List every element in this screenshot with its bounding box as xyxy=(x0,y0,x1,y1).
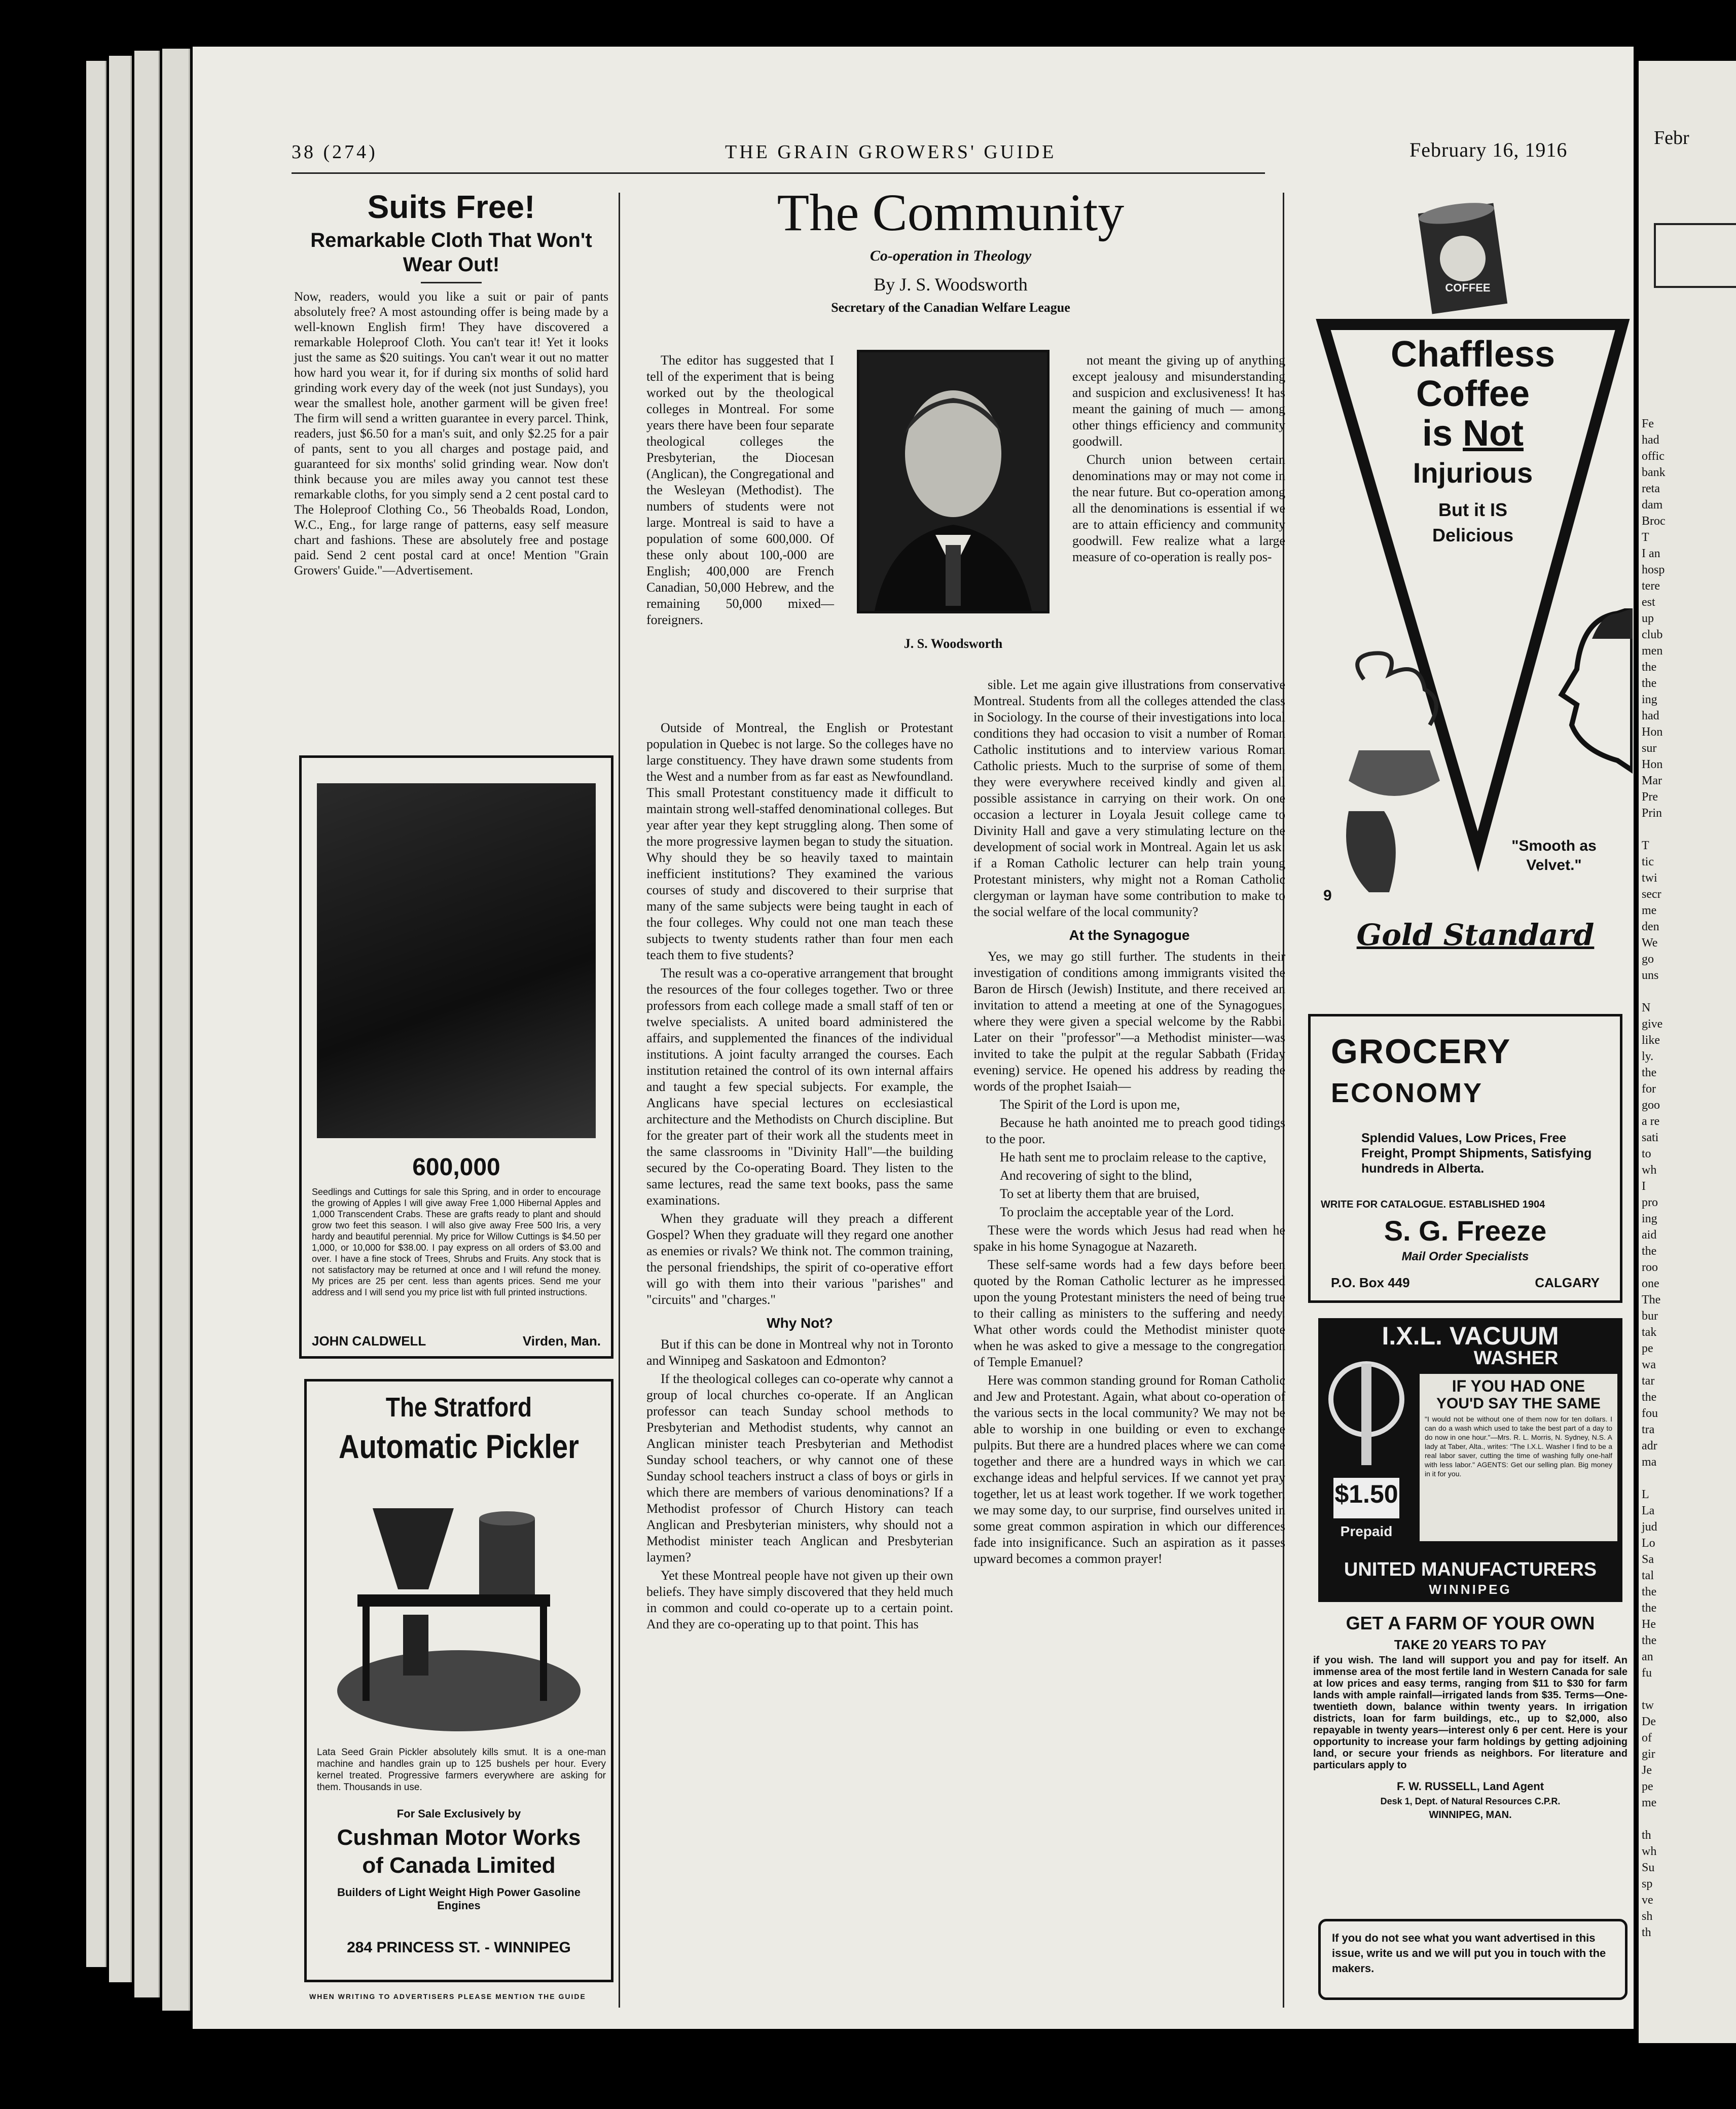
next-page-fragment: I xyxy=(1642,1180,1646,1193)
next-page-fragment: a re xyxy=(1642,1115,1660,1128)
article-title: The Community xyxy=(777,184,1125,242)
farm-subtitle: TAKE 20 YEARS TO PAY xyxy=(1394,1637,1547,1652)
next-page-fragment: We xyxy=(1642,936,1658,950)
next-page-fragment: offic xyxy=(1642,450,1665,463)
next-page-fragment: aid xyxy=(1642,1228,1657,1242)
article-paragraph: Outside of Montreal, the English or Protestant population in Quebec is not large. So the colleges have no large constituency. They have drawn some students from the West and a number from as far east as Newfoundland. This small Protestant constituency made it difficult to maintain strong well-staffed denominational colleges. But year after year they kept struggling along. Then some of the more progressive laymen began to study the situation. Why should they be so heavily taxed to maintain inefficient institutions? They examined the various courses of study and discovered to their surprise that many of the same subjects were being taught in each of the four colleges. Why could not one man teach these subjects to twenty students rather than four men each teach them to five students? xyxy=(646,720,953,962)
section-heading: At the Synagogue xyxy=(1069,927,1190,943)
quotation-line: To proclaim the acceptable year of the Lord. xyxy=(1000,1205,1234,1219)
next-page-fragment: to xyxy=(1642,1147,1651,1160)
quotation-line: And recovering of sight to the blind, xyxy=(1000,1168,1192,1183)
washer-body: "I would not be without one of them now for ten dollars. I can do a wash which used to take the best part of a day to do now in one hour."—Mrs. R. L. Morris, N. Sydney, N.S. A lady at Taber, Alta., writes: "The I.X.L. Washer I find to be a real labor saver, cutting the time of washing fully one-half with less labor." AGENTS: Get our selling plan. Big money in it for you. xyxy=(1425,1415,1612,1478)
next-page-fragment: fu xyxy=(1642,1666,1652,1680)
next-page-fragment: ma xyxy=(1642,1456,1657,1469)
next-page-fragment: est xyxy=(1642,596,1655,609)
coffee-not: Not xyxy=(1463,413,1524,454)
next-page-fragment: tal xyxy=(1642,1569,1654,1582)
next-page-fragment: for xyxy=(1642,1082,1656,1096)
ad-builders: Builders of Light Weight High Power Gasoline Engines xyxy=(337,1886,581,1912)
next-page-fragment: T xyxy=(1642,531,1649,544)
washer-title-line1: I.X.L. VACUUM xyxy=(1382,1322,1559,1350)
next-page-fragment: pro xyxy=(1642,1196,1658,1209)
next-page-fragment: th xyxy=(1642,1926,1651,1939)
next-page-fragment: dam xyxy=(1642,498,1663,512)
article-paragraph: Yet these Montreal people have not given up their own beliefs. They have simply discovered that they held much in common and could co-operate up to a certain point. And they are co-operating up to that point. This has xyxy=(646,1568,953,1631)
next-page-fragment: tra xyxy=(1642,1423,1655,1436)
next-page-fragment: De xyxy=(1642,1715,1656,1728)
next-page-fragment: Fe xyxy=(1642,417,1654,430)
next-page-fragment: up xyxy=(1642,612,1654,625)
next-page-fragment: Su xyxy=(1642,1861,1655,1874)
farm-dept: Desk 1, Dept. of Natural Resources C.P.R. xyxy=(1380,1796,1561,1806)
article-byline-role: Secretary of the Canadian Welfare League xyxy=(831,300,1070,315)
washer-prepaid: Prepaid xyxy=(1340,1523,1393,1539)
next-page-fragment: pe xyxy=(1642,1780,1653,1793)
next-page-fragment: wh xyxy=(1642,1845,1657,1858)
portrait-caption: J. S. Woodsworth xyxy=(903,636,1003,651)
column-rule xyxy=(619,193,620,2008)
washer-company-line1: UNITED MANUFACTURERS xyxy=(1344,1559,1597,1580)
next-page-fragment: had xyxy=(1642,433,1659,447)
grocery-specialists: Mail Order Specialists xyxy=(1401,1250,1529,1263)
article-paragraph: These were the words which Jesus had read when he spake in his home Synagogue at Nazareth. xyxy=(973,1223,1285,1254)
advertiser-note: WHEN WRITING TO ADVERTISERS PLEASE MENTION THE GUIDE xyxy=(309,1992,586,2001)
next-page-fragment: Je xyxy=(1642,1764,1652,1777)
grocery-body: Splendid Values, Low Prices, Free Freight, Prompt Shipments, Satisfying hundreds in Alberta. xyxy=(1361,1131,1592,1176)
next-page-fragment: of xyxy=(1642,1731,1652,1744)
next-page-fragment: men xyxy=(1642,644,1663,658)
ad-ixl-washer xyxy=(1318,1318,1622,1602)
grocery-catalogue: WRITE FOR CATALOGUE. ESTABLISHED 1904 xyxy=(1321,1199,1545,1210)
grocery-city: CALGARY xyxy=(1535,1275,1600,1290)
grocery-title: GROCERY xyxy=(1331,1032,1511,1071)
coffee-line4: Injurious xyxy=(1413,457,1533,489)
notice-body: If you do not see what you want advertised in this issue, write us and we will put you in touch with the makers. xyxy=(1332,1932,1606,1975)
next-page-fragment: ly. xyxy=(1642,1050,1654,1063)
coffee-brand: Gold Standard xyxy=(1356,918,1595,952)
washer-headline-line2: YOU'D SAY THE SAME xyxy=(1436,1395,1601,1412)
next-page-fragment: reta xyxy=(1642,482,1660,495)
next-page-fragment: He xyxy=(1642,1618,1656,1631)
page-edge xyxy=(109,56,132,1982)
ad-town: Virden, Man. xyxy=(522,1333,601,1349)
pickler-machine-icon xyxy=(327,1478,591,1741)
next-page-fragment: wh xyxy=(1642,1163,1657,1177)
next-page-box xyxy=(1654,223,1736,288)
next-page-fragment xyxy=(1642,1811,1736,1827)
next-page-fragment: Mar xyxy=(1642,774,1662,787)
next-page-fragment: wa xyxy=(1642,1358,1656,1371)
article-column-1-top xyxy=(646,352,834,630)
ad-chaffless-coffee xyxy=(1313,193,1633,989)
quotation-line: He hath sent me to proclaim release to the captive, xyxy=(1000,1150,1267,1165)
ad-headline: 600,000 xyxy=(412,1154,500,1181)
ad-suits-free xyxy=(294,188,608,578)
next-page-fragment: the xyxy=(1642,677,1657,690)
ad-title: Suits Free! xyxy=(367,189,535,225)
coffee-slogan: "Smooth as Velvet." xyxy=(1511,838,1597,874)
quotation-line: To set at liberty them that are bruised, xyxy=(1000,1186,1200,1201)
next-page-fragment: an xyxy=(1642,1650,1653,1663)
author-portrait xyxy=(857,350,1050,613)
next-page-fragment: club xyxy=(1642,628,1663,641)
ad-body: Seedlings and Cuttings for sale this Spring, and in order to encourage the growing of Apples I will give away Free 1,000 Hibernal Apples and 1,000 Transcendent Crabs. These are grafts ready to plant and should grow two feet this season. I will also give away Free 500 Iris, a very hardy and beautiful perennial. My price for Willow Cuttings is $4.50 per 1,000, or 10,000 for $38.00. I pay express on all orders of $3.00 and over. I have a fine stock of Trees, Shrubs and Fruits. Any stock that is not satisfactory may be returned at once and I will refund the money. My prices are 25 per cent. less than agents prices. Send me your address and I will send you my price list with full printed instructions. xyxy=(312,1187,601,1297)
next-page-text xyxy=(1642,416,1736,1941)
next-page-fragment: give xyxy=(1642,1017,1663,1031)
next-page-fragment: hosp xyxy=(1642,563,1665,576)
ad-caldwell xyxy=(299,755,613,1359)
next-page-fragment: fou xyxy=(1642,1407,1658,1420)
grocery-box: P.O. Box 449 xyxy=(1331,1275,1410,1290)
next-page-fragment: ing xyxy=(1642,693,1657,706)
article-paragraph: Church union between certain denominations may or may not come in the near future. But co-operation among all the denominations is essential if we are to attain efficiency and community goodwill. Few realize what a large measure of co-operation is really pos- xyxy=(1072,452,1285,564)
ad-for-sale: For Sale Exclusively by xyxy=(396,1807,521,1820)
article-paragraph: The editor has suggested that I tell of the experiment that is being worked out by the theological colleges in Montreal. For some years there have been four separate theological colleges the Presbyterian, the Diocesan (Anglican), the Congregational and the Wesleyan (Methodist). The numbers of students were not large. Montreal is said to have a population of some 600,000. Of these only about 100,-000 are English; 400,000 are French Canadian, 50,000 Hebrew, and the remaining 50,000 mixed—foreigners. xyxy=(646,353,834,627)
next-page-fragment: bank xyxy=(1642,466,1666,479)
next-page-fragment: the xyxy=(1642,1602,1657,1615)
next-page-fragment: Lo xyxy=(1642,1537,1655,1550)
next-page-fragment: ing xyxy=(1642,1212,1657,1225)
divider xyxy=(421,282,482,283)
ad-pickler xyxy=(304,1379,613,1982)
next-page-fragment: tere xyxy=(1642,579,1660,593)
issue-date: February 16, 1916 xyxy=(1409,138,1568,161)
next-page-fragment xyxy=(1642,1470,1736,1486)
next-page-fragment: La xyxy=(1642,1504,1655,1517)
next-page-fragment: jud xyxy=(1642,1520,1657,1534)
farm-agent: F. W. RUSSELL, Land Agent xyxy=(1396,1780,1544,1793)
grocery-name: S. G. Freeze xyxy=(1384,1215,1547,1247)
next-page-fragment: me xyxy=(1642,904,1657,917)
washer-headline-line1: IF YOU HAD ONE xyxy=(1452,1377,1585,1395)
article-column-2 xyxy=(973,677,1285,1569)
next-page-fragment: roo xyxy=(1642,1261,1658,1274)
next-page-fragment xyxy=(1642,821,1736,838)
next-page-fragment: tw xyxy=(1642,1699,1654,1712)
ad-address: 284 PRINCESS ST. - WINNIPEG xyxy=(347,1939,571,1956)
next-page-fragment: T xyxy=(1642,839,1649,852)
next-page-fragment: Hon xyxy=(1642,758,1663,771)
next-page-fragment: the xyxy=(1642,1245,1657,1258)
next-page-fragment: twi xyxy=(1642,871,1657,885)
ad-grocery xyxy=(1308,1014,1622,1303)
header-rule xyxy=(292,172,1265,174)
next-page-fragment: N xyxy=(1642,1001,1651,1014)
coffee-is: is xyxy=(1422,413,1463,454)
next-page-fragment xyxy=(1642,984,1736,1000)
next-page-fragment: the xyxy=(1642,1391,1657,1404)
next-page-fragment xyxy=(1642,1681,1736,1697)
coffee-line2: Coffee xyxy=(1416,374,1530,414)
farm-body: if you wish. The land will support you and pay for itself. An immense area of the most fertile land in Western Canada for sale at low prices and easy terms, ranging from $11 to $30 for farm lands with ample rainfall—irrigated lands from $35. Terms—One-twentieth down, balance within twenty years. In irrigation districts, loan for farm buildings, etc., up to $2,000, also repayable in twenty years—interest only 6 per cent. Here is your opportunity to increase your farm holdings by getting adjoining land, or secure your friends as neighbors. For literature and particulars apply to xyxy=(1313,1655,1628,1771)
next-page-fragment: bur xyxy=(1642,1310,1658,1323)
tin-label: COFFEE xyxy=(1445,281,1491,294)
publication-title: THE GRAIN GROWERS' GUIDE xyxy=(725,141,1057,163)
article-paragraph: But if this can be done in Montreal why not in Toronto and Winnipeg and Saskatoon and Edmonton? xyxy=(646,1337,953,1368)
ad-farm xyxy=(1313,1612,1628,1916)
next-page-fragment: uns xyxy=(1642,969,1659,982)
next-page-fragment: Broc xyxy=(1642,515,1666,528)
ad-name: JOHN CALDWELL xyxy=(312,1333,426,1349)
next-page-fragment: sati xyxy=(1642,1131,1659,1144)
washer-text-box xyxy=(1420,1374,1617,1541)
ad-subtitle: Remarkable Cloth That Won't Wear Out! xyxy=(310,229,592,276)
article-column-1 xyxy=(646,720,953,1634)
next-page-fragment: The xyxy=(1642,1293,1661,1306)
next-page xyxy=(1639,61,1736,2043)
article-column-2-top xyxy=(1072,352,1285,567)
coffee-line1: Chaffless xyxy=(1390,334,1556,375)
next-page-fragment: me xyxy=(1642,1796,1657,1809)
next-page-fragment: secr xyxy=(1642,888,1661,901)
article-byline: By J. S. Woodsworth xyxy=(874,274,1028,295)
ad-body: Lata Seed Grain Pickler absolutely kills smut. It is a one-man machine and handles grain up to 125 bushels per hour. Every kernel treated. Progressive farmers everywhere are asking for them. Thousands in use. xyxy=(317,1747,606,1793)
ad-company-line2: of Canada Limited xyxy=(362,1853,556,1878)
next-page-fragment: had xyxy=(1642,709,1659,722)
quotation-line: The Spirit of the Lord is upon me, xyxy=(1000,1097,1180,1112)
washer-price: $1.50 xyxy=(1334,1480,1398,1508)
article-paragraph: Yes, we may go still further. The students in their investigation of conditions among immigrants visited the Baron de Hirsch (Jewish) Institute, and there received an invitation to attend a meeting at one of the Synagogues, where they were given a special welcome by the Rabbi. Later on their "professor"—a Methodist minister—was invited to take the pulpit at the regular Sabbath (Friday evening) service. He opened his address by reading the words of the prophet Isaiah— xyxy=(973,949,1285,1094)
coffee-tin-icon xyxy=(1415,193,1516,319)
next-page-fragment: I an xyxy=(1642,547,1660,560)
next-page-fragment: go xyxy=(1642,953,1654,966)
next-page-fragment: the xyxy=(1642,1634,1657,1647)
coffee-line6: Delicious xyxy=(1432,525,1514,546)
article-paragraph: When they graduate will they preach a different Gospel? When they graduate will they regard one another as enemies or rivals? We think not. The common training, the personal friendships, the spirit of co-operative effort will go with them into their various "parishes" and "circuits" and "charges." xyxy=(646,1211,953,1307)
coffee-line3 xyxy=(1344,414,1602,453)
next-page-fragment: gir xyxy=(1642,1748,1655,1761)
page-number: 38 (274) xyxy=(292,141,378,163)
next-page-fragment: one xyxy=(1642,1277,1659,1290)
quotation-line: Because he hath anointed me to preach good tidings to the poor. xyxy=(986,1115,1285,1146)
washer-company-line2: WINNIPEG xyxy=(1429,1582,1512,1597)
coffee-number: 9 xyxy=(1323,887,1332,904)
next-page-fragment: Sa xyxy=(1642,1553,1654,1566)
next-page-fragment: sur xyxy=(1642,742,1657,755)
next-page-fragment: tar xyxy=(1642,1374,1655,1388)
next-page-fragment: tic xyxy=(1642,855,1654,868)
ad-title-line2: Automatic Pickler xyxy=(339,1428,579,1465)
next-page-fragment: tak xyxy=(1642,1326,1657,1339)
next-page-fragment: the xyxy=(1642,1066,1657,1079)
farm-title: GET A FARM OF YOUR OWN xyxy=(1346,1613,1595,1633)
portrait-icon xyxy=(859,352,1047,611)
ad-title-line1: The Stratford xyxy=(385,1392,532,1423)
next-page-fragment: goo xyxy=(1642,1099,1660,1112)
next-page-fragment: L xyxy=(1642,1488,1649,1501)
next-page-fragment: sh xyxy=(1642,1910,1653,1923)
mans-face-icon xyxy=(1541,608,1633,837)
page-edge xyxy=(134,51,160,1997)
next-page-fragment: th xyxy=(1642,1829,1651,1842)
section-heading: Why Not? xyxy=(767,1315,833,1331)
next-page-fragment: ve xyxy=(1642,1894,1653,1907)
nursery-photo xyxy=(317,783,596,1138)
coffee-line5: But it IS xyxy=(1438,499,1507,520)
ad-company-line1: Cushman Motor Works xyxy=(337,1825,581,1850)
page-edge xyxy=(86,61,106,1967)
next-page-fragment: Hon xyxy=(1642,725,1663,739)
article-paragraph: Here was common standing ground for Roman Catholic and Jew and Protestant. Again, what about co-operation of the various sects in the local community? We may not be able to worship in one building or even to exchange pulpits. But there are a hundred places where we can come together and there are a hundred ways in which we can exchange ideas and helpful services. If we cannot yet pray together, let us at least work together. If we work together, we may some day, to our surprise, find ourselves united in some great common aspiration in which our differences fade into insignificance. Such an aspiration as it passes upward becomes a common prayer! xyxy=(973,1373,1285,1566)
coffee-cup-hand-icon xyxy=(1328,649,1460,902)
farm-city: WINNIPEG, MAN. xyxy=(1429,1809,1512,1821)
ad-notice xyxy=(1318,1919,1628,2000)
next-page-fragment: the xyxy=(1642,661,1657,674)
article-paragraph: The result was a co-operative arrangement that brought the resources of the four colleges together. Two or three professors from each college made a small staff of ten or twelve specialists. A united board administered the affairs, and supplemented the finances of the individual institutions. A joint faculty arranged the courses. Each institution retained the control of its own internal affairs and taught a few special subjects. For example, the Anglicans have special lectures on ecclesiastical architecture and the Methodists on Church discipline. But for the greater part of their work all the students meet in the same classrooms in "Divinity Hall"—the building secured by the Co-operating Board. They listen to the same lectures, read the same text books, pass the same examinations. xyxy=(646,966,953,1208)
ad-body: Now, readers, would you like a suit or pair of pants absolutely free? A most astounding offer is being made by a well-known English firm! They have discovered a remarkable Holeproof Cloth. You can't tear it! Yet it looks just the same as $20 suitings. You can't wear it out no matter how hard you wear it, for if during six months of solid hard grinding work every day of the week (not just Sundays), you wear the smallest hole, another garment will be given free! The firm will send a written guarantee in every parcel. Think, readers, just $6.50 for a man's suit, and only $2.25 for a pair of pants, sent to you all charges and postage paid, and guaranteed for six months' solid grinding wear. Now don't think because you are miles away you cannot test these remarkable cloths, for you simply send a 2 cent postal card to The Holeproof Clothing Co., 56 Theobalds Road, London, W.C., Eng., for large range of patterns, easy self measure chart and fashions. These are absolutely free and postage paid. Send 2 cent postal card at once! Mention "Grain Growers' Guide."—Advertisement. xyxy=(294,290,608,577)
next-page-fragment: Prin xyxy=(1642,807,1662,820)
article-paragraph: sible. Let me again give illustrations from conservative Montreal. Students from all the colleges attended the class in Sociology. In the course of their investigations into local conditions they had occasion to visit a number of Roman Catholic institutions and to interview various Roman Catholic priests. Much to the surprise of some of them, they were everywhere received kindly and given all possible assistance in carrying on their work. On one occasion a lecturer in Loyala Jesuit college came to Divinity Hall and gave a very stimulating lecture on the development of social work in Montreal. Again let us ask: if a Roman Catholic lecturer can help train young Protestant ministers, why might not a Roman Catholic clergyman or layman have some contribution to make to the social welfare of the local community? xyxy=(973,677,1285,919)
next-page-fragment: adr xyxy=(1642,1439,1657,1452)
washer-title-line2: WASHER xyxy=(1473,1348,1559,1369)
next-page-fragment: den xyxy=(1642,920,1659,933)
next-page-date: Febr xyxy=(1654,127,1689,149)
next-page-fragment: sp xyxy=(1642,1877,1653,1890)
grocery-subtitle: ECONOMY xyxy=(1331,1078,1484,1108)
next-page-fragment: the xyxy=(1642,1585,1657,1598)
next-page-fragment: Pre xyxy=(1642,790,1658,804)
next-page-fragment: pe xyxy=(1642,1342,1653,1355)
article-paragraph: If the theological colleges can co-operate why cannot a group of local churches co-operate. If an Anglican professor can teach Sunday school methods to Presbyterian and Methodist students, why cannot an Anglican minister teach Presbyterian and Methodist Sunday school teachers, or why cannot one of these Sunday school teachers instruct a class of boys or girls in which there are members of various denominations? If a Methodist professor of Church History can teach Anglican and Presbyterian ministers, why should not a Methodist minister teach Anglican and Presbyterian laymen? xyxy=(646,1371,953,1565)
next-page-fragment: like xyxy=(1642,1034,1660,1047)
article-paragraph: These self-same words had a few days before been quoted by the Roman Catholic lecturer as he impressed upon the young Protestant ministers the need of being true to their calling as ministers to the suffering and needy. What other words could the Methodist minister quote when he was asked to give a message to the congregation of Temple Emanuel? xyxy=(973,1257,1285,1369)
page-edge xyxy=(162,49,190,2011)
article-paragraph: not meant the giving up of anything except jealousy and misunderstanding and suspicion and exclusiveness! It has meant the gaining of much — among other things efficiency and community goodwill. xyxy=(1072,353,1285,449)
washer-machine-icon xyxy=(1323,1354,1409,1475)
article-subtitle: Co-operation in Theology xyxy=(870,247,1032,264)
